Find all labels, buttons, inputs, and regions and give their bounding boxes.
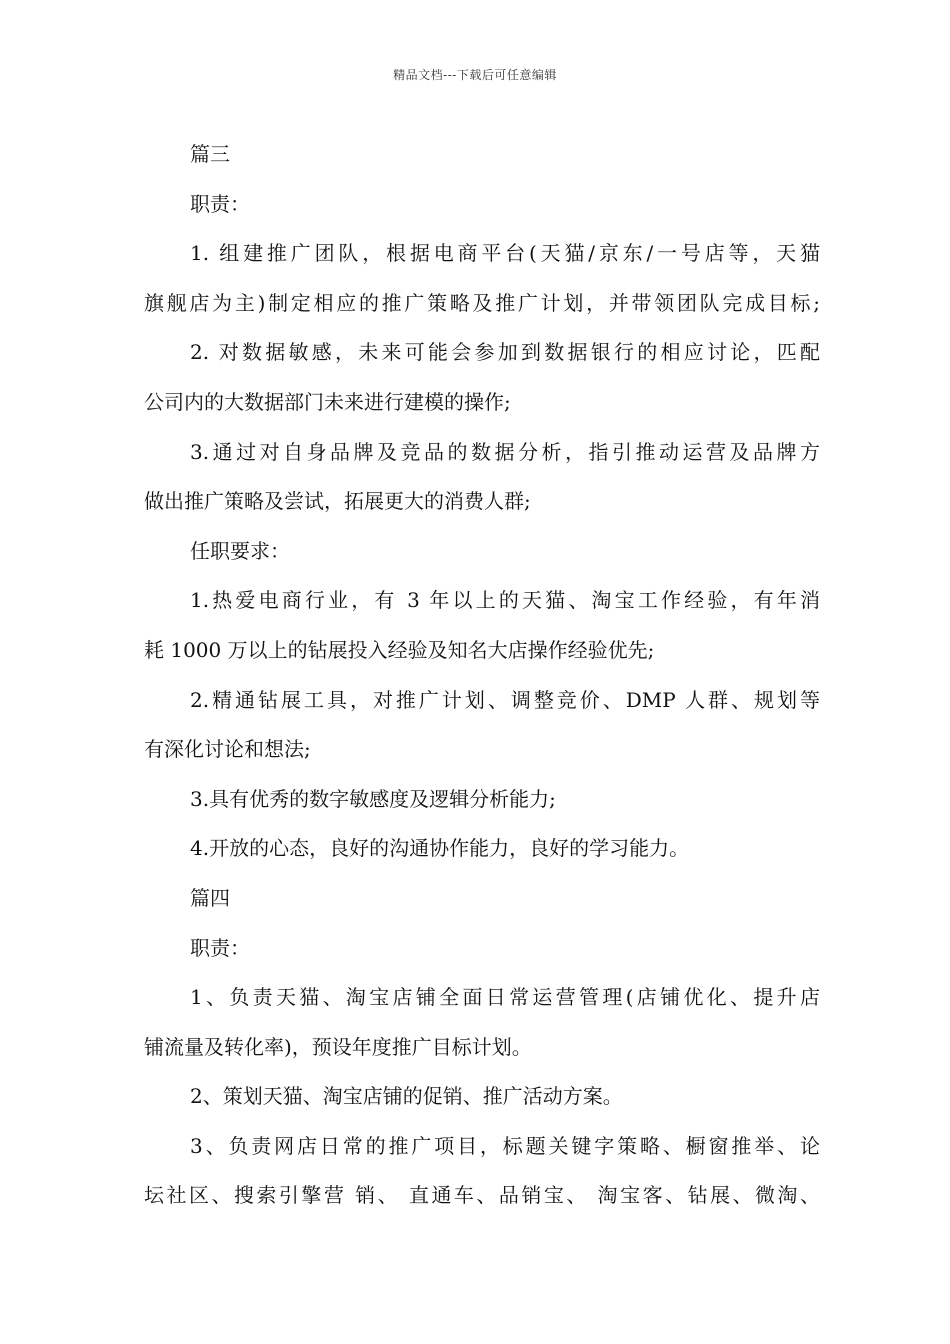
text-line: 旗舰店为主)制定相应的推广策略及推广计划，并带领团队完成目标; (144, 290, 820, 315)
text-line: 篇四 (190, 885, 230, 910)
text-line: 3.具有优秀的数字敏感度及逻辑分析能力; (190, 786, 556, 811)
text-line: 1.热爱电商行业，有 3 年以上的天猫、淘宝工作经验，有年消 (190, 588, 820, 613)
text-line: 1. 组建推广团队，根据电商平台(天猫/京东/一号店等，天猫 (190, 241, 820, 266)
text-line: 职责： (190, 191, 250, 216)
text-line: 任职要求： (190, 538, 290, 563)
text-line: 公司内的大数据部门未来进行建模的操作; (144, 389, 511, 414)
text-line: 有深化讨论和想法; (144, 737, 311, 762)
text-line: 铺流量及转化率)，预设年度推广目标计划。 (144, 1034, 532, 1059)
text-line: 做出推广策略及尝试，拓展更大的消费人群; (144, 489, 531, 514)
text-line: 耗 1000 万以上的钻展投入经验及知名大店操作经验优先; (144, 637, 655, 662)
text-line: 1、负责天猫、淘宝店铺全面日常运营管理(店铺优化、提升店 (190, 985, 820, 1010)
text-line: 3、负责网店日常的推广项目，标题关键字策略、橱窗推举、论 (190, 1133, 820, 1158)
text-line: 2. 对数据敏感，未来可能会参加到数据银行的相应讨论，匹配 (190, 340, 820, 365)
text-line: 篇三 (190, 142, 230, 166)
text-line: 4.开放的心态，良好的沟通协作能力，良好的学习能力。 (190, 836, 690, 861)
text-line: 3.通过对自身品牌及竞品的数据分析，指引推动运营及品牌方 (190, 439, 820, 464)
document-body (144, 130, 820, 1221)
text-line: 坛社区、搜索引擎营 销、 直通车、品销宝、 淘宝客、钻展、微淘、 (144, 1183, 820, 1208)
text-line: 2.精通钻展工具，对推广计划、调整竞价、DMP 人群、规划等 (190, 687, 820, 712)
text-line: 2、策划天猫、淘宝店铺的促销、推广活动方案。 (190, 1084, 623, 1109)
page-header: 精品文档---下载后可任意编辑 (393, 68, 557, 82)
text-line: 职责： (190, 935, 250, 960)
